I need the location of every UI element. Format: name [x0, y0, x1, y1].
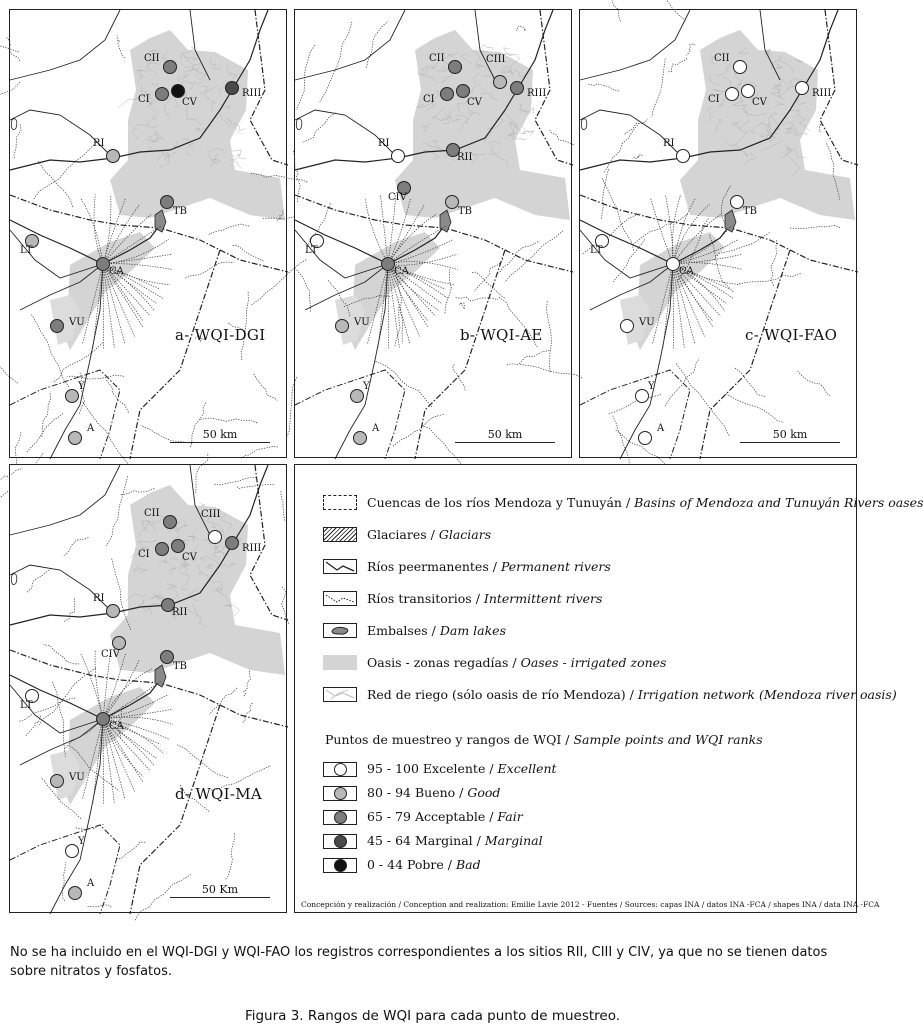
intermittent-river — [472, 272, 505, 298]
oasis-tunuyan — [632, 232, 725, 350]
intermittent-river — [43, 645, 79, 664]
intermittent-river — [38, 161, 72, 207]
sample-point-label: LT — [590, 245, 603, 256]
intermittent-river — [652, 59, 666, 118]
intermittent-river — [117, 36, 125, 58]
intermittent-river — [676, 364, 730, 437]
intermittent-river — [632, 154, 642, 159]
intermittent-river — [27, 414, 63, 453]
intermittent-river — [106, 380, 128, 414]
intermittent-river — [27, 568, 51, 592]
oasis-mendoza — [395, 30, 570, 220]
sample-point-label: CA — [679, 266, 694, 277]
sample-point-label: CA — [394, 266, 409, 277]
intermittent-river — [232, 245, 264, 261]
dam-lake — [11, 119, 16, 130]
intermittent-river — [0, 469, 21, 481]
rank-swatch-box — [323, 858, 357, 873]
sample-point-label: CV — [182, 552, 197, 563]
permanent-river-symbol — [323, 559, 357, 574]
intermittent-river — [26, 716, 41, 736]
intermittent-river — [287, 377, 297, 437]
sample-point-ri — [106, 149, 120, 163]
intermittent-river — [499, 242, 539, 274]
credit-line: Concepción y realización / Conception and realization: Emilie Lavie 2012 - Fuentes / Sources: capas INA / datos INA -FCA / shapes INA / data INA -FCA — [301, 900, 880, 909]
sample-point-label: RII — [172, 607, 188, 618]
rank-label: 80 - 94 Bueno / Good — [367, 785, 501, 800]
scale-label: 50 km — [202, 428, 238, 441]
sample-point-riii — [225, 536, 239, 550]
sample-point-civ — [112, 636, 126, 650]
intermittent-river — [214, 477, 256, 485]
rank-swatch-dot — [334, 811, 347, 824]
sample-point-label: RI — [663, 138, 675, 149]
sample-point-label: CV — [467, 97, 482, 108]
oasis-mendoza — [110, 30, 285, 220]
irrigation-network-symbol — [323, 687, 357, 702]
sample-point-cv — [171, 539, 185, 553]
sample-point-cv — [456, 84, 470, 98]
sample-point-y — [65, 389, 79, 403]
sample-point-label: RIII — [812, 88, 832, 99]
permanent-river — [580, 10, 690, 80]
panel-title: d- WQI-MA — [175, 785, 263, 803]
sample-point-a — [68, 886, 82, 900]
sample-point-cii — [163, 515, 177, 529]
intermittent-river — [243, 671, 250, 697]
sample-point-cv — [741, 84, 755, 98]
sample-point-label: CIII — [486, 54, 506, 65]
sample-point-label: RI — [93, 138, 105, 149]
sample-point-label: VU — [69, 317, 85, 328]
oasis-tunuyan — [62, 687, 155, 805]
rank-swatch-box — [323, 762, 357, 777]
map-panel-c — [579, 9, 857, 458]
sample-point-label: CI — [138, 549, 150, 560]
intermittent-river — [107, 476, 128, 546]
sample-point-label: CI — [423, 94, 435, 105]
dam-lake-symbol — [323, 623, 357, 638]
intermittent-river — [604, 0, 621, 21]
rank-swatch-box — [323, 834, 357, 849]
intermittent-river — [115, 842, 145, 858]
sample-point-vu — [50, 774, 64, 788]
intermittent-river — [6, 38, 20, 61]
sample-point-label: A — [657, 423, 665, 434]
irrigation-channel — [520, 131, 533, 134]
intermittent-river — [281, 491, 285, 522]
sample-point-ci — [155, 87, 169, 101]
intermittent-river — [296, 269, 311, 312]
rank-label: 0 - 44 Pobre / Bad — [367, 857, 481, 872]
sample-point-label: TB — [743, 206, 758, 217]
intermittent-river — [88, 905, 112, 907]
sample-point-label: RIII — [527, 88, 547, 99]
panel-title: c- WQI-FAO — [745, 326, 838, 344]
sample-point-label: A — [87, 423, 95, 434]
sample-point-label: RIII — [242, 88, 262, 99]
intermittent-river — [726, 394, 784, 423]
intermittent-river — [797, 370, 830, 396]
sample-point-vu — [50, 319, 64, 333]
sample-point-label: A — [87, 878, 95, 889]
sample-point-label: RII — [457, 152, 473, 163]
sample-point-label: CII — [714, 53, 730, 64]
map-panel-d — [9, 464, 287, 913]
rank-swatch-dot — [334, 835, 347, 848]
dam-lake — [581, 119, 586, 130]
intermittent-river — [254, 374, 278, 401]
intermittent-river — [241, 447, 278, 459]
sample-point-ca — [96, 712, 110, 726]
irrigation-channel — [506, 53, 519, 55]
rank-swatch-box — [323, 810, 357, 825]
sample-point-ci — [440, 87, 454, 101]
rank-swatch-dot — [334, 859, 347, 872]
sample-point-tb — [160, 650, 174, 664]
permanent-river — [580, 110, 683, 158]
sample-point-label: RI — [378, 138, 390, 149]
sample-point-vu — [620, 319, 634, 333]
sample-point-label: TB — [458, 206, 473, 217]
sample-point-label: RIII — [242, 543, 262, 554]
sample-point-label: Y — [78, 836, 85, 847]
intermittent-river — [550, 130, 574, 145]
scale-bar — [170, 442, 270, 443]
oasis-fill-symbol — [323, 655, 357, 670]
sample-point-tb — [445, 195, 459, 209]
sample-point-label: CA — [109, 721, 124, 732]
scale-bar — [740, 442, 840, 443]
intermittent-river — [52, 682, 65, 757]
sample-point-y — [65, 844, 79, 858]
sample-point-y — [350, 389, 364, 403]
map-panel-a — [9, 9, 287, 458]
sample-point-ca — [96, 257, 110, 271]
intermittent-river — [376, 361, 432, 407]
ranks-heading: Puntos de muestreo y rangos de WQI / Sample points and WQI ranks — [325, 732, 763, 747]
sample-point-label: Y — [78, 381, 85, 392]
sample-point-ca — [381, 257, 395, 271]
sample-point-label: RI — [93, 593, 105, 604]
intermittent-river — [0, 336, 18, 383]
sample-point-label: CI — [708, 94, 720, 105]
sample-point-label: CII — [144, 53, 160, 64]
permanent-river — [295, 10, 405, 80]
scale-bar — [455, 442, 555, 443]
intermittent-river — [602, 169, 609, 219]
sample-point-ciii — [208, 530, 222, 544]
intermittent-river — [668, 58, 687, 72]
panel-title: a- WQI-DGI — [175, 326, 266, 344]
map-base-d — [10, 465, 288, 914]
sample-point-cii — [733, 60, 747, 74]
sample-point-y — [635, 389, 649, 403]
intermittent-river — [686, 44, 694, 55]
intermittent-river — [209, 224, 250, 235]
legend-item-permanent-rivers: Ríos peermanentes / Permanent rivers — [367, 559, 611, 574]
sample-point-cii — [448, 60, 462, 74]
map-base-c — [580, 10, 858, 459]
sample-point-label: A — [372, 423, 380, 434]
oasis-mendoza — [110, 485, 285, 675]
intermittent-river — [0, 82, 20, 118]
legend-item-basins: Cuencas de los ríos Mendoza y Tunuyán / Basins of Mendoza and Tunuyán Rivers oases — [367, 495, 923, 510]
sample-point-tb — [160, 195, 174, 209]
intermittent-river — [320, 22, 352, 102]
sample-point-riii — [795, 81, 809, 95]
intermittent-river — [395, 299, 400, 346]
intermittent-river — [625, 119, 648, 135]
irrigation-channel — [237, 154, 247, 159]
rank-label: 65 - 79 Acceptable / Fair — [367, 809, 523, 824]
intermittent-river — [587, 84, 619, 91]
sample-point-riii — [225, 81, 239, 95]
dam-lake — [11, 574, 16, 585]
sample-point-label: Y — [648, 381, 655, 392]
sample-point-label: CII — [144, 508, 160, 519]
rank-swatch-dot — [334, 787, 347, 800]
figure-caption: Figura 3. Rangos de WQI para cada punto de muestreo. — [244, 1008, 621, 1024]
intermittent-river — [453, 365, 466, 392]
sample-point-label: LT — [20, 700, 33, 711]
sample-point-label: CIV — [101, 649, 120, 660]
sample-point-label: CII — [429, 53, 445, 64]
rank-label: 95 - 100 Excelente / Excellent — [367, 761, 557, 776]
intermittent-river — [200, 418, 257, 423]
sample-point-label: LT — [20, 245, 33, 256]
sample-point-ri — [676, 149, 690, 163]
sample-point-a — [68, 431, 82, 445]
scale-bar — [170, 897, 270, 898]
intermittent-river — [459, 303, 465, 309]
intermittent-river-symbol — [323, 591, 357, 606]
intermittent-river — [789, 225, 840, 228]
permanent-river — [10, 10, 120, 80]
intermittent-river — [604, 123, 639, 173]
sample-point-ri — [391, 149, 405, 163]
intermittent-river — [83, 402, 135, 473]
intermittent-river — [632, 214, 687, 245]
sample-point-label: VU — [354, 317, 370, 328]
basin-boundary — [10, 370, 120, 459]
oasis-tunuyan — [62, 232, 155, 350]
sample-point-riii — [510, 81, 524, 95]
map-panel-b — [294, 9, 572, 458]
sample-point-label: VU — [639, 317, 655, 328]
sample-point-label: CIII — [201, 509, 221, 520]
dam-lake — [296, 119, 301, 130]
sample-point-a — [638, 431, 652, 445]
intermittent-river — [294, 151, 301, 202]
permanent-river — [10, 565, 113, 613]
irrigation-channel — [480, 45, 493, 50]
intermittent-river — [547, 301, 552, 373]
sample-point-label: LT — [305, 245, 318, 256]
sample-point-label: CI — [138, 94, 150, 105]
intermittent-river — [226, 833, 235, 879]
panel-title: b- WQI-AE — [460, 326, 543, 344]
sample-point-label: TB — [173, 206, 188, 217]
intermittent-river — [237, 484, 274, 488]
legend-item-intermittent-rivers: Ríos transitorios / Intermittent rivers — [367, 591, 603, 606]
intermittent-river — [242, 704, 252, 724]
sample-point-ciii — [493, 75, 507, 89]
scale-label: 50 km — [772, 428, 808, 441]
intermittent-river — [62, 862, 65, 900]
sample-point-label: CV — [752, 97, 767, 108]
intermittent-river — [79, 372, 84, 414]
intermittent-river — [665, 360, 699, 407]
map-base-b — [295, 10, 573, 459]
intermittent-river — [642, 0, 686, 21]
intermittent-river — [445, 269, 452, 314]
intermittent-river — [42, 392, 51, 437]
permanent-river — [295, 110, 398, 158]
legend-item-glaciers: Glaciares / Glaciars — [367, 527, 492, 542]
legend-item-dam-lakes: Embalses / Dam lakes — [367, 623, 506, 638]
sample-point-ci — [725, 87, 739, 101]
intermittent-river — [505, 231, 563, 282]
irrigation-channel — [232, 150, 241, 156]
intermittent-river — [515, 26, 526, 31]
scale-label: 50 Km — [201, 883, 239, 896]
sample-point-ca — [666, 257, 680, 271]
glacier-hatch-symbol — [323, 527, 357, 542]
sample-point-label: TB — [173, 661, 188, 672]
rank-swatch-box — [323, 786, 357, 801]
sample-point-ci — [155, 542, 169, 556]
legend-item-irrigation: Red de riego (sólo oasis de río Mendoza) / Irrigation network (Mendoza river oasis) — [367, 687, 897, 702]
sample-point-ri — [106, 604, 120, 618]
sample-point-tb — [730, 195, 744, 209]
sample-point-vu — [335, 319, 349, 333]
sample-point-a — [353, 431, 367, 445]
intermittent-river — [735, 368, 765, 397]
rank-swatch-dot — [334, 763, 347, 776]
intermittent-river — [456, 297, 498, 301]
map-base-a — [10, 10, 288, 459]
basin-boundary — [580, 370, 690, 459]
footnote: No se ha incluido en el WQI-DGI y WQI-FAO los registros correspondientes a los sitios RII, CIII y CIV, ya que no se tienen datos sobre nitratos y fosfatos. — [10, 945, 828, 979]
scale-label: 50 km — [487, 428, 523, 441]
legend-item-oases: Oasis - zonas regadías / Oases - irrigated zones — [367, 655, 667, 670]
intermittent-river — [613, 416, 630, 471]
intermittent-river — [819, 124, 821, 133]
sample-point-label: CV — [182, 97, 197, 108]
map-legend — [294, 464, 923, 913]
intermittent-river — [63, 538, 89, 557]
permanent-river — [10, 110, 113, 158]
intermittent-river — [506, 351, 550, 366]
intermittent-river — [176, 744, 228, 777]
intermittent-river — [302, 113, 336, 143]
intermittent-river — [64, 598, 75, 621]
sample-point-label: CIV — [388, 192, 407, 203]
intermittent-river — [739, 273, 801, 284]
permanent-river — [10, 465, 120, 535]
basin-line-symbol — [323, 495, 357, 510]
intermittent-river — [185, 262, 234, 278]
sample-point-label: VU — [69, 772, 85, 783]
intermittent-river — [474, 259, 503, 291]
sample-point-cii — [163, 60, 177, 74]
sample-point-cv — [171, 84, 185, 98]
sample-point-label: Y — [363, 381, 370, 392]
oasis-tunuyan — [347, 232, 440, 350]
basin-boundary — [295, 370, 405, 459]
sample-point-label: CA — [109, 266, 124, 277]
rank-label: 45 - 64 Marginal / Marginal — [367, 833, 543, 848]
